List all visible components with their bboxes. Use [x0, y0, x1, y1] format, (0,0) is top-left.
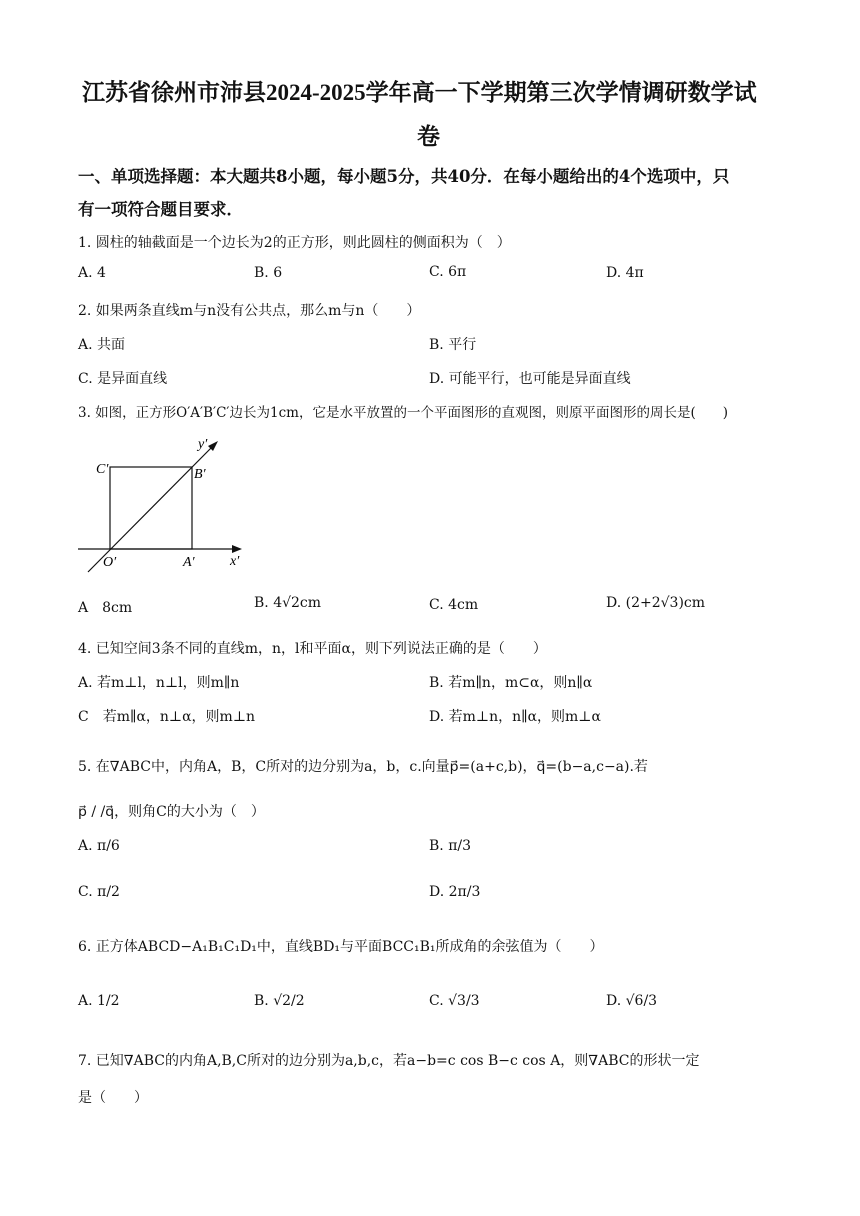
question-5-option-b: B. π/3 [429, 838, 472, 854]
document-title-line1: 江苏省徐州市沛县2024-2025学年高一下学期第三次学情调研数学试 [82, 80, 757, 105]
question-2-option-d: D. 可能平行，也可能是异面直线 [429, 371, 631, 387]
question-4-stem: 4. 已知空间3条不同的直线m，n，l和平面α，则下列说法正确的是（ ） [78, 641, 547, 657]
question-7-stem-line1: 7. 已知∇ABC的内角A,B,C所对的边分别为a,b,c，若a−b=c cos B−c cos A，则∇ABC的形状一定 [78, 1053, 700, 1069]
section-header-line2: 有一项符合题目要求． [78, 200, 243, 219]
question-1-option-b: B. 6 [254, 265, 283, 281]
label-y-prime: y′ [198, 437, 208, 452]
question-3-option-a: A 8cm [78, 600, 133, 616]
question-4-option-a: A. 若m⊥l，n⊥l，则m∥n [78, 675, 240, 691]
question-2-stem: 2. 如果两条直线m与n没有公共点，那么m与n（ ） [78, 303, 421, 319]
question-5-option-d: D. 2π/3 [429, 884, 481, 900]
question-5-stem-line1: 5. 在∇ABC中，内角A，B，C所对的边分别为a，b，c.向量p⃗=(a+c,b)，q⃗=(b−a,c−a).若 [78, 759, 648, 775]
question-1-option-d: D. 4π [606, 265, 644, 281]
question-2-option-a: A. 共面 [78, 337, 126, 353]
question-4-option-c: C 若m∥α，n⊥α，则m⊥n [78, 709, 256, 725]
question-2-option-c: C. 是异面直线 [78, 371, 168, 387]
question-3-stem: 3. 如图，正方形O′A′B′C′边长为1cm，它是水平放置的一个平面图形的直观图，则原平面图形的周长是( ) [78, 405, 728, 421]
question-5-stem-line2: p⃗ / /q⃗，则角C的大小为（ ） [78, 804, 265, 820]
label-b-prime: B′ [194, 467, 206, 482]
document-title-line2: 卷 [417, 124, 440, 149]
question-5-option-a: A. π/6 [78, 838, 120, 854]
question-6-option-c: C. √3/3 [429, 993, 480, 1009]
label-c-prime: C′ [96, 462, 109, 477]
section-header-line1: 一、单项选择题：本大题共8小题，每小题5分，共40分．在每小题给出的4个选项中，只 [78, 167, 730, 186]
question-5-option-c: C. π/2 [78, 884, 120, 900]
question-6-option-d: D. √6/3 [606, 993, 658, 1009]
label-a-prime: A′ [183, 555, 195, 570]
question-1-stem: 1. 圆柱的轴截面是一个边长为2的正方形，则此圆柱的侧面积为（ ） [78, 235, 511, 251]
question-4-option-d: D. 若m⊥n，n∥α，则m⊥α [429, 709, 601, 725]
question-3-option-b: B. 4√2cm [254, 595, 322, 611]
x-axis-arrow [232, 545, 242, 553]
label-o-prime: O′ [103, 555, 117, 570]
question-3-option-d: D. (2+2√3)cm [606, 595, 706, 611]
question-6-stem: 6. 正方体ABCD−A₁B₁C₁D₁中，直线BD₁与平面BCC₁B₁所成角的余弦值为（ ） [78, 939, 604, 955]
oblique-square-figure [70, 428, 260, 578]
question-2-option-b: B. 平行 [429, 337, 477, 353]
question-7-stem-line2: 是（ ） [78, 1090, 148, 1106]
question-1-option-a: A. 4 [78, 265, 106, 281]
question-3-option-c: C. 4cm [429, 597, 479, 613]
question-6-option-a: A. 1/2 [78, 993, 120, 1009]
question-6-option-b: B. √2/2 [254, 993, 305, 1009]
label-x-prime: x′ [230, 554, 240, 569]
question-4-option-b: B. 若m∥n，m⊂α，则n∥α [429, 675, 593, 691]
question-1-option-c: C. 6π [429, 264, 467, 280]
